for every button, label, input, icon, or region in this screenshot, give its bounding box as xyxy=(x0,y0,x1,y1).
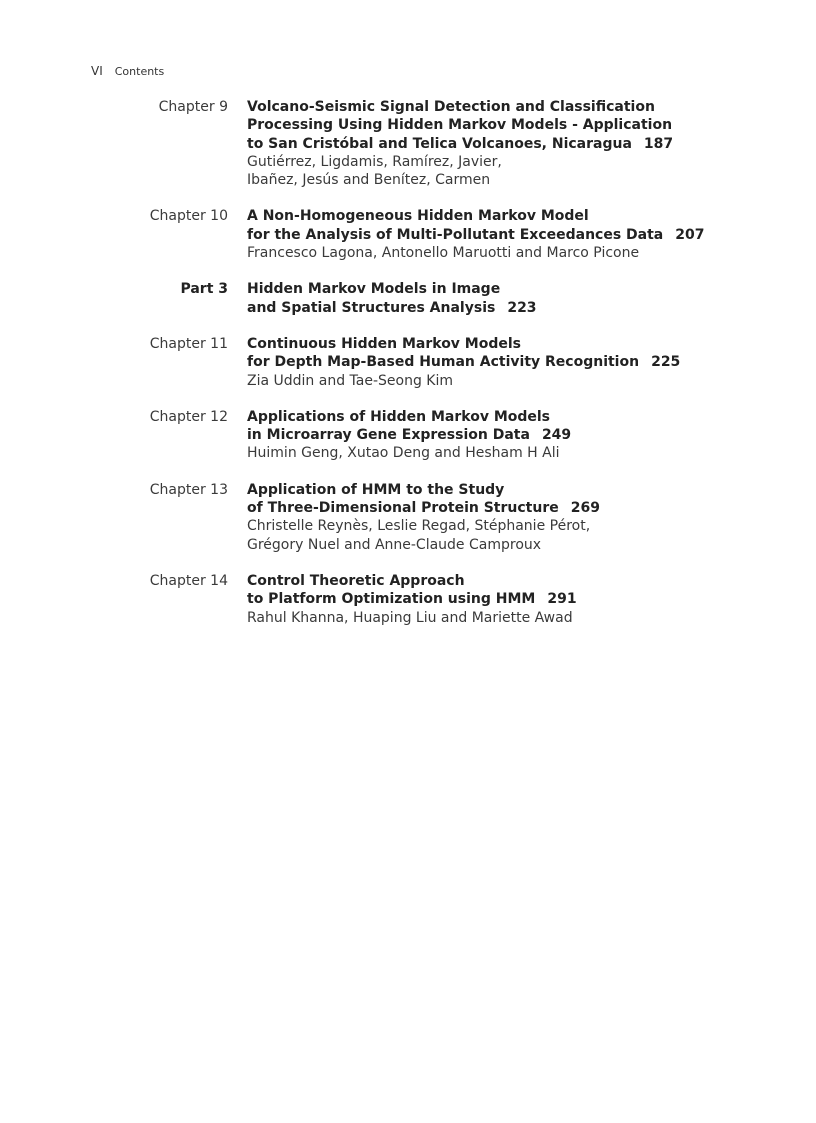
title-text: Processing Using Hidden Markov Models - Application xyxy=(247,117,673,134)
toc-chapter-entry xyxy=(0,408,816,463)
title-line xyxy=(247,572,717,590)
toc-chapter-entry xyxy=(0,98,816,189)
entry-title xyxy=(247,408,717,445)
title-text: Application of HMM to the Study xyxy=(247,481,505,498)
entry-page-number: 269 xyxy=(570,500,600,517)
toc-entry-body xyxy=(247,481,717,554)
title-line xyxy=(247,481,717,499)
title-text: to Platform Optimization using HMM xyxy=(247,591,536,608)
author-line: Francesco Lagona, Antonello Maruotti and Marco Picone xyxy=(247,245,640,262)
entry-page-number: 291 xyxy=(547,591,577,608)
page-number: VI xyxy=(91,64,103,78)
entry-title xyxy=(247,98,717,153)
title-line xyxy=(247,590,717,608)
toc-entry-body xyxy=(247,98,717,189)
author-line: Gutiérrez, Ligdamis, Ramírez, Javier, xyxy=(247,153,502,170)
title-line xyxy=(247,135,717,153)
title-text: Volcano-Seismic Signal Detection and Classification xyxy=(247,99,655,115)
entry-authors xyxy=(247,517,717,554)
entry-page-number: 187 xyxy=(643,135,674,152)
entry-title xyxy=(247,335,717,372)
title-text: Hidden Markov Models in Image xyxy=(247,281,501,298)
entry-page-number: 223 xyxy=(507,299,537,316)
title-line xyxy=(247,353,717,371)
chapter-label: Chapter 13 xyxy=(149,481,228,498)
toc-entry-body xyxy=(247,335,717,390)
toc-chapter-entry xyxy=(0,207,816,262)
title-text: Control Theoretic Approach xyxy=(247,572,465,589)
author-line: Rahul Khanna, Huaping Liu and Mariette Awad xyxy=(247,609,573,626)
title-text: Continuous Hidden Markov Models xyxy=(247,335,522,352)
entry-page-number: 225 xyxy=(651,354,681,371)
entry-page-number: 207 xyxy=(675,226,705,243)
chapter-label: Chapter 14 xyxy=(149,572,228,589)
toc-part-entry xyxy=(0,280,816,317)
title-line xyxy=(247,226,717,244)
toc-entry-body xyxy=(247,280,717,317)
section-name: Contents xyxy=(114,65,165,78)
title-text: and Spatial Structures Analysis xyxy=(247,299,496,316)
entry-title xyxy=(247,481,717,518)
entry-title xyxy=(247,572,717,609)
chapter-label: Chapter 9 xyxy=(158,99,228,115)
author-line: Huimin Geng, Xutao Deng and Hesham H Ali xyxy=(247,445,560,462)
title-text: in Microarray Gene Expression Data xyxy=(247,427,530,444)
title-line xyxy=(247,299,717,317)
chapter-label: Chapter 12 xyxy=(149,408,228,425)
entry-title xyxy=(247,207,717,244)
entry-authors xyxy=(247,153,717,190)
title-line xyxy=(247,280,717,298)
title-line xyxy=(247,499,717,517)
table-of-contents xyxy=(0,98,816,645)
toc-entry-body xyxy=(247,572,717,627)
title-text: for Depth Map-Based Human Activity Recognition xyxy=(247,354,640,371)
entry-authors xyxy=(247,609,717,627)
toc-entry-body xyxy=(247,207,717,262)
entry-page-number: 249 xyxy=(541,427,572,444)
toc-chapter-entry xyxy=(0,335,816,390)
author-line: Grégory Nuel and Anne-Claude Camproux xyxy=(247,536,542,553)
title-line xyxy=(247,98,717,116)
title-text: of Three-Dimensional Protein Structure xyxy=(247,500,559,517)
entry-authors xyxy=(247,444,717,462)
author-line: Christelle Reynès, Leslie Regad, Stéphanie Pérot, xyxy=(247,518,591,535)
title-line xyxy=(247,426,717,444)
author-line: Zia Uddin and Tae-Seong Kim xyxy=(247,372,453,389)
title-text: A Non-Homogeneous Hidden Markov Model xyxy=(247,208,589,225)
entry-authors xyxy=(247,372,717,390)
title-text: for the Analysis of Multi-Pollutant Exceedances Data xyxy=(247,226,664,243)
author-line: Ibañez, Jesús and Benítez, Carmen xyxy=(247,172,491,189)
title-line xyxy=(247,408,717,426)
entry-title xyxy=(247,280,717,317)
title-line xyxy=(247,335,717,353)
running-head xyxy=(91,64,164,78)
title-line xyxy=(247,116,717,134)
part-label: Part 3 xyxy=(180,281,228,298)
toc-chapter-entry xyxy=(0,572,816,627)
toc-chapter-entry xyxy=(0,481,816,554)
title-text: Applications of Hidden Markov Models xyxy=(247,408,551,425)
chapter-label: Chapter 11 xyxy=(149,335,228,352)
title-text: to San Cristóbal and Telica Volcanoes, Nicaragua xyxy=(247,135,632,152)
title-line xyxy=(247,207,717,225)
toc-entry-body xyxy=(247,408,717,463)
chapter-label: Chapter 10 xyxy=(149,208,228,225)
entry-authors xyxy=(247,244,717,262)
